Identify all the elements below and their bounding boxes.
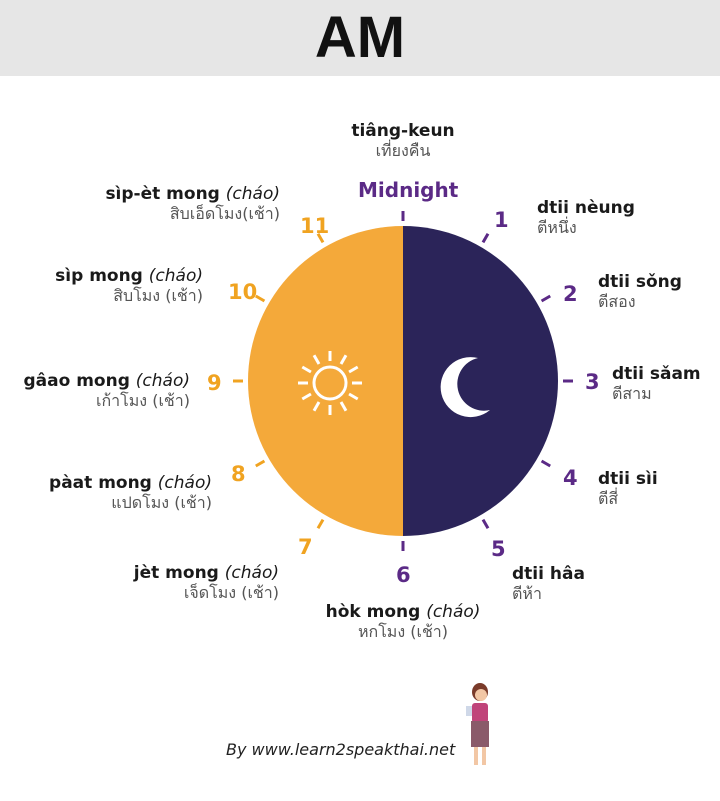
tick-4 — [542, 461, 551, 466]
label-5: dtii hâa ตีห้า — [512, 564, 585, 604]
label-8: pàat mong (cháo) แปดโมง (เช้า) — [49, 473, 212, 513]
hour-10: 10 — [228, 280, 258, 304]
label-3: dtii sǎam ตีสาม — [612, 364, 701, 404]
tick-8 — [256, 461, 265, 466]
tick-1 — [483, 234, 488, 243]
hour-1: 1 — [494, 208, 509, 232]
day-half — [248, 226, 403, 536]
label-9: gâao mong (cháo) เก้าโมง (เช้า) — [23, 371, 190, 411]
label-4: dtii sìi ตีสี่ — [598, 469, 658, 509]
hour-7: 7 — [298, 535, 313, 559]
tick-2 — [542, 296, 551, 301]
credit-text: By www.learn2speakthai.net — [226, 740, 456, 759]
label-6: hòk mong (cháo) หกโมง (เช้า) — [325, 602, 481, 642]
page-title: AM — [314, 5, 406, 70]
hour-2: 2 — [563, 282, 578, 306]
label-11: sìp-èt mong (cháo) สิบเอ็ดโมง(เช้า) — [105, 184, 280, 224]
midnight-caption — [320, 121, 486, 161]
label-1: dtii nèung ตีหนึ่ง — [537, 198, 635, 238]
hour-8: 8 — [231, 462, 246, 486]
label-10: sìp mong (cháo) สิบโมง (เช้า) — [55, 266, 203, 306]
midnight-roman: tiâng-keun — [351, 121, 455, 141]
label-2: dtii sǒng ตีสอง — [598, 272, 682, 312]
night-half — [403, 226, 558, 536]
midnight-label: Midnight — [358, 178, 459, 202]
tick-5 — [483, 520, 488, 529]
midnight-thai: เที่ยงคืน — [375, 141, 431, 161]
hour-3: 3 — [585, 370, 600, 394]
label-7: jèt mong (cháo) เจ็ดโมง (เช้า) — [133, 563, 279, 603]
teacher-figure — [466, 683, 489, 765]
hour-4: 4 — [563, 466, 578, 490]
hour-6: 6 — [396, 563, 411, 587]
hour-11: 11 — [300, 214, 330, 238]
hour-5: 5 — [491, 537, 506, 561]
hour-9: 9 — [207, 371, 222, 395]
tick-7 — [318, 520, 323, 529]
